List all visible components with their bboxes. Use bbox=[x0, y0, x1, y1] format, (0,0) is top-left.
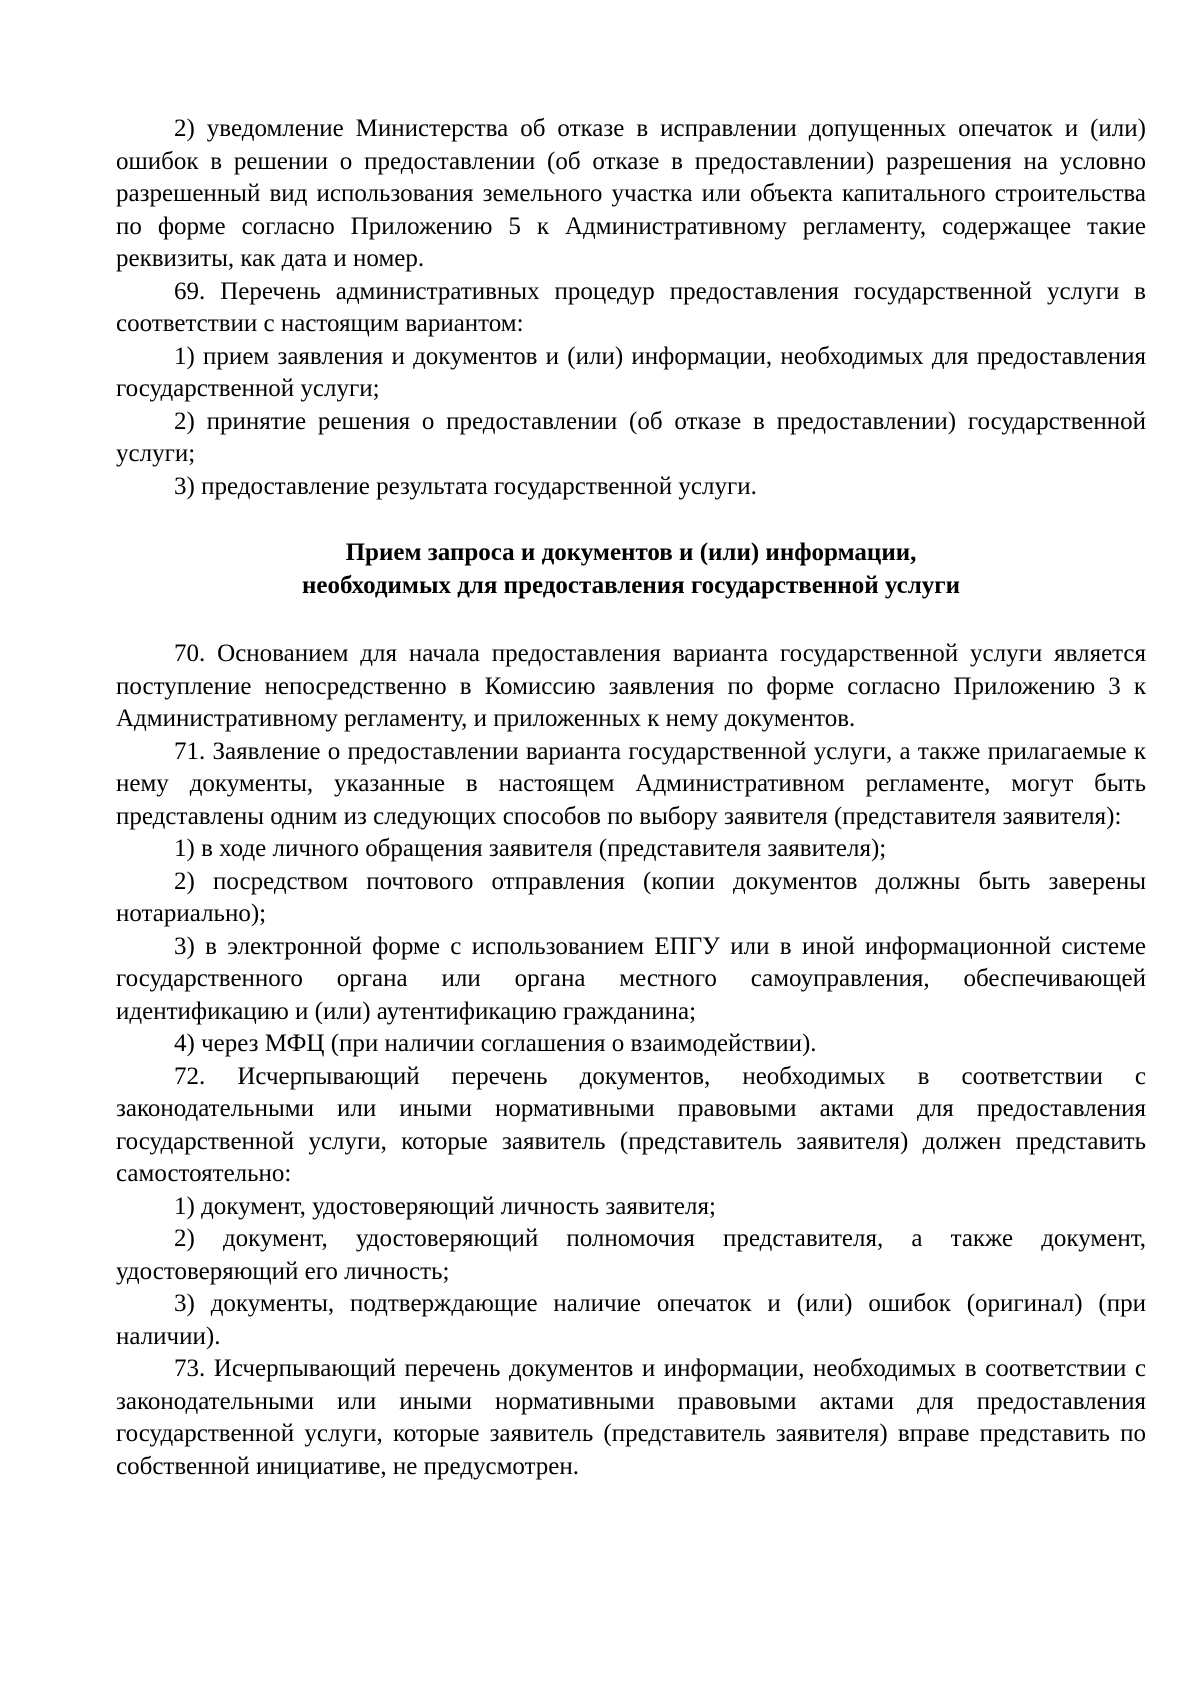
paragraph-72: 72. Исчерпывающий перечень документов, необходимых в соответствии с законодательными или иными нормативными правовыми актами для предоставления государственной услуги, которые заявитель (представитель заявителя) должен представить самостоятельно: bbox=[116, 1062, 1146, 1187]
paragraph-69: 69. Перечень административных процедур предоставления государственной услуги в соответствии с настоящим вариантом: bbox=[116, 277, 1146, 337]
paragraph-71: 71. Заявление о предоставлении варианта государственной услуги, а также прилагаемые к нему документы, указанные в настоящем Административном регламенте, могут быть представлены одним из следующих способов по выбору заявителя (представителя заявителя): bbox=[116, 737, 1146, 830]
paragraph-73: 73. Исчерпывающий перечень документов и информации, необходимых в соответствии с законодательными или иными нормативными правовыми актами для предоставления государственной услуги, которые заявитель (представитель заявителя) вправе представить по собственной инициативе, не предусмотрен. bbox=[116, 1355, 1146, 1480]
paragraph-69-item-2: 2) принятие решения о предоставлении (об отказе в предоставлении) государственной услуги; bbox=[116, 407, 1146, 467]
paragraph-69-item-3: 3) предоставление результата государственной услуги. bbox=[174, 472, 757, 500]
paragraph-72-item-2: 2) документ, удостоверяющий полномочия представителя, а также документ, удостоверяющий его личность; bbox=[116, 1225, 1146, 1285]
paragraph-notice-refusal: 2) уведомление Министерства об отказе в исправлении допущенных опечаток и (или) ошибок в решении о предоставлении (об отказе в предоставлении) разрешения на условно разрешенный вид использования земельного участка или объекта капитального строительства по форме согласно Приложению 5 к Административному регламенту, содержащее такие реквизиты, как дата и номер. bbox=[116, 115, 1146, 272]
paragraph-71-item-1: 1) в ходе личного обращения заявителя (представителя заявителя); bbox=[174, 835, 887, 862]
section-heading-line-2: необходимых для предоставления государственной услуги bbox=[302, 571, 960, 599]
paragraph-69-item-1: 1) прием заявления и документов и (или) информации, необходимых для предоставления государственной услуги; bbox=[116, 342, 1146, 402]
document-body bbox=[116, 113, 1146, 1483]
paragraph-71-item-3: 3) в электронной форме с использованием ЕПГУ или в иной информационной системе государственного органа или органа местного самоуправления, обеспечивающей идентификацию и (или) аутентификацию гражданина; bbox=[116, 932, 1146, 1025]
paragraph-72-item-1: 1) документ, удостоверяющий личность заявителя; bbox=[174, 1192, 716, 1220]
section-heading bbox=[116, 537, 1146, 602]
section-heading-line-1: Прием запроса и документов и (или) информации, bbox=[345, 539, 917, 566]
paragraph-72-item-3: 3) документы, подтверждающие наличие опечаток и (или) ошибок (оригинал) (при наличии). bbox=[116, 1290, 1146, 1350]
paragraph-70: 70. Основанием для начала предоставления варианта государственной услуги является поступление непосредственно в Комиссию заявления по форме согласно Приложению 3 к Административному регламенту, и приложенных к нему документов. bbox=[116, 640, 1146, 732]
paragraph-71-item-2: 2) посредством почтового отправления (копии документов должны быть заверены нотариально); bbox=[116, 867, 1146, 927]
paragraph-71-item-4: 4) через МФЦ (при наличии соглашения о взаимодействии). bbox=[174, 1030, 817, 1057]
